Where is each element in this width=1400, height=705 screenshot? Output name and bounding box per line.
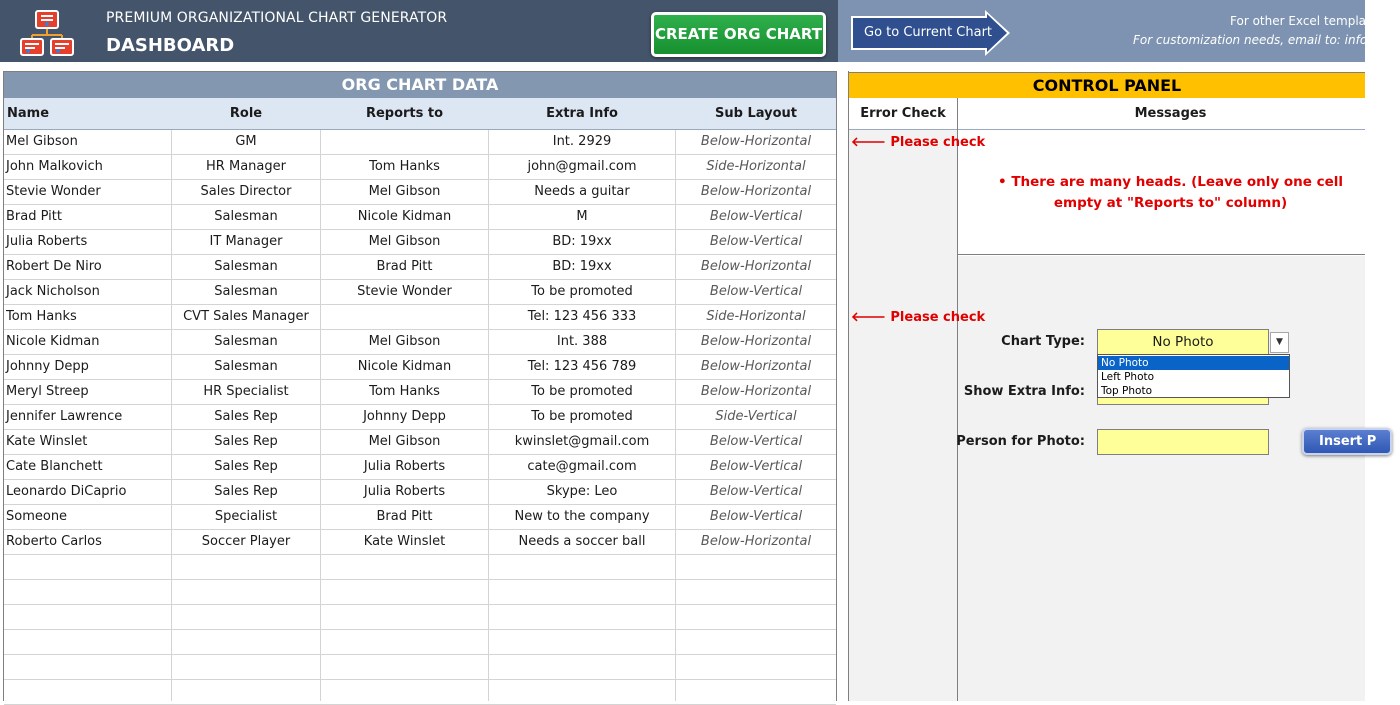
cell-sub-layout[interactable] <box>676 655 836 679</box>
cell-sub-layout[interactable]: Below-Vertical <box>709 234 803 249</box>
cell-name[interactable]: Nicole Kidman <box>6 334 100 349</box>
column-header-extra-info[interactable]: Extra Info <box>546 106 618 121</box>
go-to-current-chart-label: Go to Current Chart <box>864 25 993 40</box>
cell-extra-info[interactable]: Tel: 123 456 333 <box>527 309 637 324</box>
cell-sub-layout[interactable] <box>676 605 836 629</box>
table-row <box>4 655 836 680</box>
cell-reports-to[interactable]: Nicole Kidman <box>357 359 452 374</box>
cell-extra-info[interactable]: Needs a guitar <box>534 184 630 199</box>
chart-type-option-top-photo[interactable]: Top Photo <box>1101 385 1153 397</box>
cell-sub-layout[interactable]: Below-Horizontal <box>700 184 812 199</box>
cell-role[interactable] <box>172 555 320 579</box>
cell-name[interactable]: Roberto Carlos <box>6 534 102 549</box>
column-header-name[interactable]: Name <box>7 106 50 121</box>
cell-sub-layout[interactable]: Below-Horizontal <box>700 259 812 274</box>
cell-name[interactable]: Brad Pitt <box>6 209 62 224</box>
cell-role[interactable]: Salesman <box>214 284 278 299</box>
cell-sub-layout[interactable]: Side-Horizontal <box>706 159 806 174</box>
chevron-down-icon[interactable]: ▼ <box>1270 332 1289 353</box>
cell-reports-to[interactable]: Mel Gibson <box>368 334 441 349</box>
cell-name[interactable]: Someone <box>6 509 68 524</box>
cell-name[interactable]: Tom Hanks <box>6 309 77 324</box>
error-flag-row-1: 🡐 Please check <box>851 135 986 150</box>
control-panel-title: CONTROL PANEL <box>849 72 1365 98</box>
create-org-chart-button[interactable]: CREATE ORG CHART <box>651 12 826 57</box>
cell-sub-layout[interactable]: Below-Vertical <box>709 459 803 474</box>
cell-role[interactable]: IT Manager <box>209 234 283 249</box>
cell-name[interactable]: John Malkovich <box>6 159 103 174</box>
column-divider <box>488 130 489 701</box>
cell-role[interactable] <box>172 680 320 704</box>
cell-role[interactable]: Specialist <box>214 509 278 524</box>
table-row <box>4 605 836 630</box>
cell-extra-info[interactable] <box>489 680 675 704</box>
cell-role[interactable]: Salesman <box>214 209 278 224</box>
table-row <box>4 530 836 555</box>
table-row <box>4 330 836 355</box>
cell-sub-layout[interactable]: Below-Horizontal <box>700 384 812 399</box>
cell-role[interactable]: Sales Rep <box>214 434 278 449</box>
cell-role[interactable]: Salesman <box>214 334 278 349</box>
column-divider <box>171 130 172 701</box>
table-row <box>4 255 836 280</box>
chart-type-label: Chart Type: <box>1001 334 1085 349</box>
column-divider <box>320 130 321 701</box>
cell-extra-info[interactable]: To be promoted <box>531 409 633 424</box>
cell-reports-to[interactable] <box>321 630 488 654</box>
cell-sub-layout[interactable]: Below-Horizontal <box>700 134 812 149</box>
control-panel-headers <box>849 98 1365 130</box>
cell-role[interactable]: HR Specialist <box>203 384 289 399</box>
cell-extra-info[interactable]: Needs a soccer ball <box>518 534 646 549</box>
cell-role[interactable]: Sales Rep <box>214 484 278 499</box>
cell-name[interactable] <box>6 655 170 679</box>
cell-name[interactable]: Johnny Depp <box>6 359 89 374</box>
cell-extra-info[interactable]: To be promoted <box>531 384 633 399</box>
cell-name[interactable]: Jack Nicholson <box>6 284 100 299</box>
cell-role[interactable]: Sales Rep <box>214 459 278 474</box>
messages-box <box>958 130 1365 255</box>
cell-name[interactable]: Kate Winslet <box>6 434 88 449</box>
settings-area <box>958 256 1365 701</box>
cell-sub-layout[interactable]: Below-Vertical <box>709 434 803 449</box>
table-row <box>4 455 836 480</box>
cell-reports-to[interactable] <box>321 680 488 704</box>
table-row <box>4 230 836 255</box>
cell-extra-info[interactable]: Int. 2929 <box>552 134 612 149</box>
table-row <box>4 155 836 180</box>
cell-sub-layout[interactable]: Below-Vertical <box>709 484 803 499</box>
table-row <box>4 430 836 455</box>
cell-name[interactable] <box>6 605 170 629</box>
cell-reports-to[interactable] <box>321 130 488 154</box>
app-subtitle: PREMIUM ORGANIZATIONAL CHART GENERATOR <box>106 10 448 26</box>
chart-type-select[interactable]: No Photo <box>1097 329 1269 355</box>
cell-reports-to[interactable]: Julia Roberts <box>363 484 446 499</box>
person-for-photo-label: Person for Photo: <box>956 434 1085 449</box>
error-flag-row-8: 🡐 Please check <box>851 310 986 325</box>
customization-note: For customization needs, email to: info@son <box>1133 33 1400 47</box>
cell-extra-info[interactable]: kwinslet@gmail.com <box>514 434 650 449</box>
show-extra-info-label: Show Extra Info: <box>963 384 1085 399</box>
cell-extra-info[interactable]: M <box>576 209 588 224</box>
column-header-role[interactable]: Role <box>229 106 263 121</box>
cell-reports-to[interactable] <box>321 605 488 629</box>
table-row <box>4 680 836 705</box>
table-row <box>4 405 836 430</box>
column-header-reports-to[interactable]: Reports to <box>365 106 444 121</box>
cell-reports-to[interactable]: Kate Winslet <box>363 534 446 549</box>
cell-sub-layout[interactable] <box>676 555 836 579</box>
table-row <box>4 180 836 205</box>
cell-role[interactable] <box>172 655 320 679</box>
cell-reports-to[interactable] <box>321 555 488 579</box>
cell-name[interactable]: Meryl Streep <box>6 384 89 399</box>
control-panel-divider <box>957 98 958 701</box>
cell-extra-info[interactable] <box>489 655 675 679</box>
cell-name[interactable]: Jennifer Lawrence <box>6 409 123 424</box>
cell-sub-layout[interactable] <box>676 580 836 604</box>
table-row <box>4 580 836 605</box>
cell-reports-to[interactable]: Mel Gibson <box>368 234 441 249</box>
cell-sub-layout[interactable]: Below-Horizontal <box>700 334 812 349</box>
cell-extra-info[interactable] <box>489 605 675 629</box>
templates-note: For other Excel templates <box>1230 14 1385 28</box>
cell-name[interactable] <box>6 555 170 579</box>
org-chart-icon <box>19 9 75 57</box>
cell-role[interactable]: GM <box>235 134 257 149</box>
cell-reports-to[interactable]: Tom Hanks <box>369 384 440 399</box>
cell-name[interactable]: Julia Roberts <box>6 234 88 249</box>
cell-role[interactable]: HR Manager <box>206 159 286 174</box>
cell-sub-layout[interactable]: Side-Horizontal <box>706 309 806 324</box>
cell-role[interactable] <box>172 580 320 604</box>
chart-type-option-no-photo[interactable]: No Photo <box>1098 356 1289 370</box>
table-row <box>4 280 836 305</box>
cell-reports-to[interactable]: Johnny Depp <box>363 409 446 424</box>
cell-sub-layout[interactable]: Below-Horizontal <box>700 534 812 549</box>
cell-extra-info[interactable]: Tel: 123 456 789 <box>527 359 637 374</box>
cell-name[interactable]: Leonardo DiCaprio <box>6 484 127 499</box>
page-title: DASHBOARD <box>106 35 235 56</box>
cell-extra-info[interactable]: Int. 388 <box>556 334 608 349</box>
cell-reports-to[interactable] <box>321 655 488 679</box>
chart-type-option-left-photo[interactable]: Left Photo <box>1101 371 1155 383</box>
cell-role[interactable]: Salesman <box>214 359 278 374</box>
cell-extra-info[interactable]: BD: 19xx <box>552 259 612 274</box>
cell-extra-info[interactable] <box>489 580 675 604</box>
cell-reports-to[interactable] <box>321 580 488 604</box>
cell-sub-layout[interactable]: Below-Vertical <box>709 509 803 524</box>
cell-name[interactable] <box>6 580 170 604</box>
cell-reports-to[interactable]: Stevie Wonder <box>357 284 452 299</box>
table-row <box>4 380 836 405</box>
error-check-column <box>849 130 957 701</box>
cell-sub-layout[interactable] <box>676 680 836 704</box>
cell-extra-info[interactable]: To be promoted <box>531 284 633 299</box>
table-row <box>4 130 836 155</box>
cell-reports-to[interactable]: Mel Gibson <box>368 434 441 449</box>
cell-reports-to[interactable]: Nicole Kidman <box>357 209 452 224</box>
cell-role[interactable]: Sales Rep <box>214 409 278 424</box>
messages-header: Messages <box>1134 106 1207 121</box>
cell-name[interactable]: Cate Blanchett <box>6 459 103 474</box>
cell-role[interactable]: Salesman <box>214 259 278 274</box>
cell-extra-info[interactable]: New to the company <box>514 509 650 524</box>
cell-sub-layout[interactable]: Below-Vertical <box>709 284 803 299</box>
cell-reports-to[interactable]: Brad Pitt <box>376 509 433 524</box>
insert-photo-button[interactable]: Insert P <box>1302 428 1392 455</box>
table-row <box>4 355 836 380</box>
cell-role[interactable]: CVT Sales Manager <box>183 309 309 324</box>
go-to-current-chart-button[interactable] <box>850 10 1012 56</box>
table-row <box>4 480 836 505</box>
cell-name[interactable]: Mel Gibson <box>6 134 78 149</box>
cell-role[interactable]: Soccer Player <box>201 534 291 549</box>
cell-sub-layout[interactable]: Below-Horizontal <box>700 359 812 374</box>
error-message: • There are many heads. (Leave only one cell empty at "Reports to" column) <box>998 174 1343 211</box>
column-divider <box>675 130 676 701</box>
org-chart-data-title: ORG CHART DATA <box>4 72 836 98</box>
person-for-photo-field[interactable] <box>1097 429 1269 455</box>
cell-extra-info[interactable]: BD: 19xx <box>552 234 612 249</box>
column-header-sub-layout[interactable]: Sub Layout <box>715 106 797 121</box>
cell-reports-to[interactable]: Julia Roberts <box>363 459 446 474</box>
chart-type-dropdown-list <box>1097 354 1290 398</box>
cell-reports-to[interactable]: Tom Hanks <box>369 159 440 174</box>
cell-reports-to[interactable]: Mel Gibson <box>368 184 441 199</box>
cell-name[interactable]: Stevie Wonder <box>6 184 101 199</box>
cell-name[interactable] <box>6 680 170 704</box>
error-check-header: Error Check <box>860 106 946 121</box>
cell-extra-info[interactable]: Skype: Leo <box>546 484 618 499</box>
cell-reports-to[interactable] <box>321 305 488 329</box>
cell-role[interactable] <box>172 605 320 629</box>
cell-role[interactable]: Sales Director <box>200 184 292 199</box>
table-row <box>4 205 836 230</box>
cell-sub-layout[interactable] <box>676 630 836 654</box>
cell-name[interactable]: Robert De Niro <box>6 259 102 274</box>
table-row <box>4 305 836 330</box>
table-row <box>4 505 836 530</box>
column-headers <box>4 98 836 130</box>
cell-extra-info[interactable]: cate@gmail.com <box>527 459 637 474</box>
cell-extra-info[interactable] <box>489 555 675 579</box>
table-row <box>4 630 836 655</box>
cell-extra-info[interactable] <box>489 630 675 654</box>
cell-reports-to[interactable]: Brad Pitt <box>376 259 433 274</box>
cell-role[interactable] <box>172 630 320 654</box>
cell-extra-info[interactable]: john@gmail.com <box>527 159 637 174</box>
table-row <box>4 555 836 580</box>
cell-sub-layout[interactable]: Below-Vertical <box>709 209 803 224</box>
cell-sub-layout[interactable]: Side-Vertical <box>715 409 797 424</box>
cell-name[interactable] <box>6 630 170 654</box>
